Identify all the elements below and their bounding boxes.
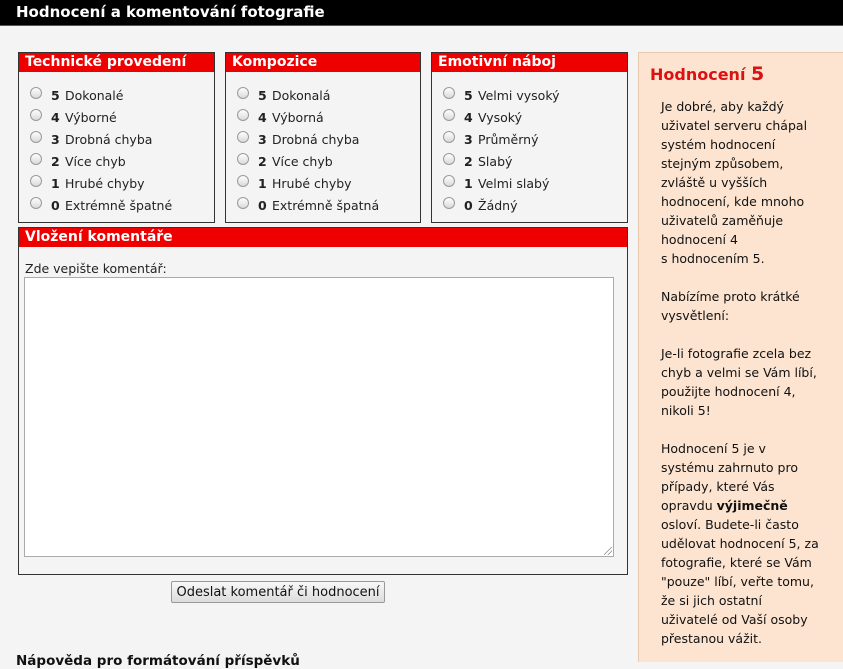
text-line: systému zahrnuto pro — [661, 460, 798, 475]
rating-value: 4 — [258, 110, 267, 125]
radio-button[interactable] — [237, 175, 249, 187]
rating-option[interactable] — [19, 147, 214, 169]
rating-value: 5 — [258, 88, 267, 103]
rating-label: Hrubé chyby — [272, 176, 352, 191]
formatting-help-heading: Nápověda pro formátování příspěvků — [16, 653, 300, 669]
rating-label: Extrémně špatné — [65, 198, 173, 213]
rating-value: 4 — [51, 110, 60, 125]
radio-button[interactable] — [443, 197, 455, 209]
rating-label: Výborné — [65, 110, 117, 125]
rating-label: Dokonalé — [65, 88, 124, 103]
emphasis-text: výjimečně — [716, 498, 788, 513]
text-line: udělovat hodnocení 5, za — [661, 536, 819, 551]
rating-option[interactable] — [226, 125, 420, 147]
sidebar-title — [650, 63, 764, 85]
radio-button[interactable] — [443, 131, 455, 143]
rating-label: Drobná chyba — [272, 132, 360, 147]
text-line: Nabízíme proto krátké — [661, 289, 800, 304]
text-line: uživatelů zaměňuje — [661, 213, 784, 228]
rating-value: 1 — [51, 176, 60, 191]
sidebar-paragraph — [661, 287, 839, 325]
rating-option[interactable] — [226, 103, 420, 125]
text-line: systém hodnocení — [661, 137, 776, 152]
text-line: že si jich ostatní — [661, 593, 762, 608]
rating-value: 4 — [464, 110, 473, 125]
radio-button[interactable] — [443, 109, 455, 121]
rating-value: 3 — [51, 132, 60, 147]
text-line: osloví. Budete-li často — [661, 517, 799, 532]
rating-label: Dokonalá — [272, 88, 331, 103]
text-line: Je-li fotografie zcela bez — [661, 346, 812, 361]
rating-option[interactable] — [226, 169, 420, 191]
rating-group-composition — [225, 52, 421, 223]
rating-label: Extrémně špatná — [272, 198, 380, 213]
radio-button[interactable] — [443, 153, 455, 165]
rating-help-sidebar — [638, 52, 843, 662]
rating-option[interactable] — [19, 81, 214, 103]
comment-title: Vložení komentáře — [19, 228, 627, 247]
text-line: hodnocení 4 — [661, 232, 738, 247]
text-line: uživatelé od Vaší osoby — [661, 612, 808, 627]
radio-button[interactable] — [237, 197, 249, 209]
rating-label: Více chyb — [272, 154, 333, 169]
rating-option[interactable] — [226, 81, 420, 103]
rating-value: 5 — [51, 88, 60, 103]
text-line: přestanou vážit. — [661, 631, 762, 646]
radio-button[interactable] — [237, 109, 249, 121]
rating-value: 0 — [258, 198, 267, 213]
radio-button[interactable] — [443, 87, 455, 99]
rating-value: 2 — [258, 154, 267, 169]
rating-option[interactable] — [19, 125, 214, 147]
resize-handle-icon[interactable] — [604, 547, 612, 555]
rating-value: 1 — [258, 176, 267, 191]
sidebar-title-text: Hodnocení — [650, 65, 746, 84]
text-line: vysvětlení: — [661, 308, 730, 323]
rating-label: Velmi slabý — [478, 176, 550, 191]
sidebar-paragraph — [661, 344, 839, 420]
rating-option[interactable] — [226, 191, 420, 213]
rating-label: Více chyb — [65, 154, 126, 169]
radio-button[interactable] — [30, 197, 42, 209]
text-line: chyb a velmi se Vám líbí, — [661, 365, 817, 380]
group-title: Kompozice — [226, 53, 420, 72]
comment-box — [18, 227, 628, 575]
sidebar-paragraph — [661, 97, 839, 268]
rating-value: 3 — [464, 132, 473, 147]
text-line: případy, které Vás — [661, 479, 775, 494]
rating-option[interactable] — [19, 191, 214, 213]
radio-button[interactable] — [443, 175, 455, 187]
sidebar-paragraph — [661, 439, 839, 648]
radio-button[interactable] — [30, 153, 42, 165]
rating-label: Drobná chyba — [65, 132, 153, 147]
radio-button[interactable] — [237, 87, 249, 99]
radio-button[interactable] — [237, 153, 249, 165]
rating-value: 0 — [51, 198, 60, 213]
rating-option[interactable] — [432, 191, 627, 213]
rating-option[interactable] — [432, 103, 627, 125]
text-line: Je dobré, aby každý — [661, 99, 784, 114]
radio-button[interactable] — [30, 131, 42, 143]
radio-button[interactable] — [30, 175, 42, 187]
rating-group-emotion — [431, 52, 628, 223]
submit-button[interactable]: Odeslat komentář či hodnocení — [171, 581, 385, 603]
rating-group-technical — [18, 52, 215, 223]
page-header — [0, 0, 843, 26]
sidebar-title-number: 5 — [751, 63, 765, 85]
rating-option[interactable] — [432, 81, 627, 103]
rating-option[interactable] — [432, 147, 627, 169]
rating-option[interactable] — [226, 147, 420, 169]
rating-value: 5 — [464, 88, 473, 103]
group-title: Emotivní náboj — [432, 53, 627, 72]
radio-button[interactable] — [30, 109, 42, 121]
text-line: hodnocení, kde mnoho — [661, 194, 805, 209]
sidebar-body — [661, 97, 839, 667]
rating-option[interactable] — [19, 103, 214, 125]
rating-label: Vysoký — [478, 110, 522, 125]
rating-label: Hrubé chyby — [65, 176, 145, 191]
text-line: s hodnocením 5. — [661, 251, 765, 266]
comment-textarea[interactable] — [24, 277, 614, 557]
text-line: nikoli 5! — [661, 403, 711, 418]
text-line: opravdu — [661, 498, 717, 513]
group-title: Technické provedení — [19, 53, 214, 72]
radio-button[interactable] — [237, 131, 249, 143]
radio-button[interactable] — [30, 87, 42, 99]
rating-value: 0 — [464, 198, 473, 213]
text-line: stejným způsobem, — [661, 156, 784, 171]
rating-label: Průměrný — [478, 132, 539, 147]
rating-option[interactable] — [432, 125, 627, 147]
rating-label: Žádný — [478, 198, 518, 213]
text-line: fotografie, které se Vám — [661, 555, 812, 570]
page-title: Hodnocení a komentování fotografie — [16, 3, 325, 21]
rating-option[interactable] — [432, 169, 627, 191]
rating-label: Slabý — [478, 154, 513, 169]
comment-label: Zde vepište komentář: — [25, 261, 167, 276]
rating-label: Výborná — [272, 110, 324, 125]
rating-option[interactable] — [19, 169, 214, 191]
text-line: "pouze" líbí, veřte tomu, — [661, 574, 814, 589]
rating-value: 1 — [464, 176, 473, 191]
rating-value: 3 — [258, 132, 267, 147]
text-line: zvláště u vyšších — [661, 175, 768, 190]
text-line: použijte hodnocení 4, — [661, 384, 796, 399]
rating-value: 2 — [464, 154, 473, 169]
text-line: Hodnocení 5 je v — [661, 441, 766, 456]
rating-value: 2 — [51, 154, 60, 169]
text-line: uživatel serveru chápal — [661, 118, 808, 133]
rating-label: Velmi vysoký — [478, 88, 560, 103]
